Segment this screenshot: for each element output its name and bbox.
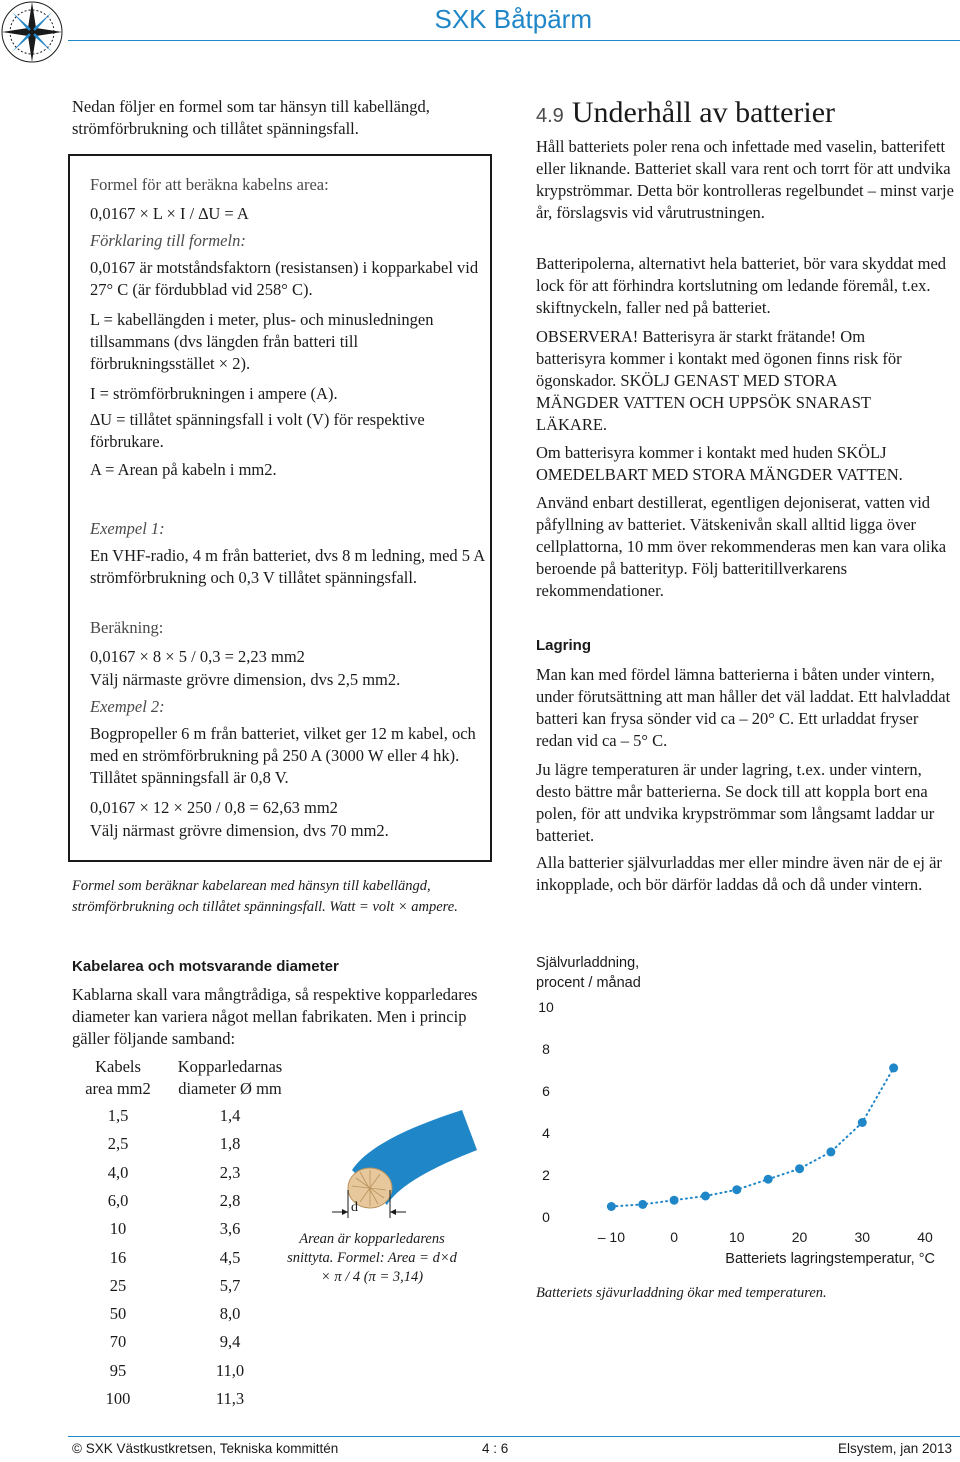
col2-header-line1: Kopparledarnas (177, 1057, 283, 1076)
self-discharge-chart (520, 995, 960, 1275)
col2-header (166, 1056, 294, 1100)
footer-rule (68, 1436, 960, 1437)
example1-text: En VHF-radio, 4 m från batteriet, dvs 8 m ledning, med 5 A strömförbrukning och 0,3 V tillåtet spänningsfall. (90, 546, 485, 587)
table-row (72, 1133, 312, 1155)
y-tick-label: 2 (542, 1167, 550, 1183)
area-cell: 100 (105, 1389, 131, 1408)
maint-p5: Använd enbart destillerat, egentligen dejoniserat, vatten vid påfyllning av batteriet. Vätskenivån skall alltid ligga över cellplattorna, 10 mm över rekommenderas men kan vara olika beroende på batterityp. Följ batteritillverkarens rekommendationer. (536, 493, 947, 600)
col2-header-line2: diameter Ø mm (178, 1079, 282, 1098)
table-row (72, 1162, 312, 1184)
explain-item-voltage: ∆U = tillåtet spänningsfall i volt (V) för respektive förbrukare. (90, 410, 425, 451)
table-row (72, 1303, 312, 1325)
data-point (858, 1118, 867, 1127)
area-cell: 50 (109, 1304, 127, 1324)
example2-text: Bogpropeller 6 m från batteriet, vilket ger 12 m kabel, och med en strömförbrukning på 250 A (3000 W eller 4 hk). Tillåtet spänningsfall är 0,8 V. (90, 724, 476, 787)
explain-item-area: A = Arean på kabeln i mm2. (90, 460, 277, 479)
calc1-line1: 0,0167 × 8 × 5 / 0,3 = 2,23 mm2 (90, 647, 305, 666)
brand-title: SXK Båtpärm (434, 4, 592, 34)
calc1-line2: Välj närmaste grövre dimension, dvs 2,5 mm2. (90, 670, 401, 689)
chart-ylabel (536, 953, 641, 993)
area-cell: 1,5 (107, 1106, 129, 1125)
x-tick-label: 0 (670, 1229, 678, 1245)
data-point (889, 1063, 898, 1072)
chart-caption: Batteriets sjävurladdning ökar med temperaturen. (536, 1285, 827, 1301)
area-cell: 95 (109, 1360, 127, 1380)
x-tick-label: 20 (791, 1229, 808, 1245)
table-row (72, 1105, 312, 1127)
explain-heading: Förklaring till formeln: (90, 231, 246, 250)
footer-date: Elsystem, jan 2013 (837, 1441, 952, 1456)
data-point (638, 1200, 647, 1209)
area-cell: 16 (109, 1247, 127, 1267)
col1-header (72, 1056, 164, 1100)
diameter-cell: 11,3 (215, 1389, 245, 1408)
area-cell: 4,0 (107, 1162, 129, 1182)
cable-heading: Kabelarea och motsvarande diameter (72, 958, 339, 975)
wire-caption: Arean är kopparledarens snittyta. Formel: Area = d×d × π / 4 (π = 3,14) (287, 1231, 457, 1285)
intro-text: Nedan följer en formel som tar hänsyn till kabellängd, strömförbrukning och tillåtet spänningsfall. (72, 97, 430, 138)
table-row (72, 1218, 312, 1240)
calc-heading: Beräkning: (90, 618, 164, 637)
diameter-cell: 5,7 (219, 1275, 241, 1295)
x-tick-label: – 10 (597, 1229, 625, 1245)
maint-p4: Om batterisyra kommer i kontakt med huden SKÖLJ OMEDELBART MED STORA MÄNGDER VATTEN. (536, 443, 903, 484)
diameter-cell: 11,0 (215, 1360, 245, 1380)
diameter-cell: 2,8 (219, 1190, 241, 1210)
y-tick-label: 6 (542, 1083, 550, 1099)
wire-illustration (312, 1100, 482, 1225)
chart-ylabel-line1: Självurladdning, (536, 955, 640, 971)
col1-header-line2: area mm2 (85, 1079, 151, 1098)
area-cell: 6,0 (107, 1190, 129, 1210)
diameter-cell: 3,6 (219, 1219, 241, 1239)
maint-p2: Batteripolerna, alternativt hela batteriet, bör vara skyddat med lock för att förhindra kortslutning om ledande föremål, t.ex. skiftnyckeln, faller ned på batteriet. (536, 254, 947, 317)
compass-rose-logo (0, 0, 64, 64)
explain-item-factor: 0,0167 är motståndsfaktorn (resistansen) i kopparkabel vid 27° C (är fördubblad vid 258° C). (90, 258, 479, 299)
explain-item-length: L = kabellängden i meter, plus- och minusledningen tillsammans (dvs längden från batteri till förbrukningsstället × 2). (90, 310, 434, 373)
area-cell: 70 (109, 1332, 127, 1352)
example1-heading: Exempel 1: (90, 519, 165, 538)
storage-p3: Alla batterier självurladdas mer eller mindre även när de ej är inkopplade, och bör därför laddas då och då under vintern. (536, 853, 942, 894)
diameter-cell: 1,4 (219, 1106, 241, 1125)
footer-page: 4 : 6 (482, 1441, 509, 1456)
series-line (611, 1068, 893, 1207)
data-point (732, 1185, 741, 1194)
wire-diameter-label: d (351, 1200, 358, 1215)
data-point (826, 1147, 835, 1156)
diameter-cell: 9,4 (219, 1332, 241, 1352)
footer-copyright: © SXK Västkustkretsen, Tekniska kommittén (72, 1441, 339, 1456)
diameter-cell: 4,5 (219, 1247, 241, 1267)
y-tick-label: 8 (542, 1041, 550, 1057)
data-point (670, 1196, 679, 1205)
cable-text: Kablarna skall vara mångtrådiga, så respektive kopparledares diameter kan variera något mellan fabrikaten. Men i princip gäller följande samband: (72, 985, 478, 1048)
table-row (72, 1275, 312, 1297)
formula: 0,0167 × L × I / ∆U = A (90, 204, 249, 223)
maint-p3-warning: OBSERVERA! Batterisyra är starkt frätande! Om batterisyra kommer i kontakt med ögonen finns risk för ögonskador. SKÖLJ GENAST MED STORA MÄNGDER VATTEN OCH UPPSÖK SNARAST LÄKARE. (536, 327, 902, 434)
example2-heading: Exempel 2: (90, 697, 165, 716)
y-tick-label: 0 (542, 1209, 550, 1225)
table-row (72, 1388, 312, 1410)
table-row (72, 1331, 312, 1353)
formula-title: Formel för att beräkna kabelns area: (90, 175, 329, 194)
diameter-cell: 2,3 (219, 1162, 241, 1182)
col1-header-line1: Kabels (95, 1057, 141, 1076)
data-point (795, 1164, 804, 1173)
section-header (536, 96, 835, 130)
data-point (764, 1175, 773, 1184)
x-tick-label: 10 (729, 1229, 745, 1245)
calc2-line2: Välj närmast grövre dimension, dvs 70 mm2. (90, 821, 389, 840)
section-number: 4.9 (536, 105, 564, 127)
data-point (701, 1192, 710, 1201)
y-tick-label: 10 (538, 999, 554, 1015)
table-row (72, 1360, 312, 1382)
storage-p2: Ju lägre temperaturen är under lagring, t.ex. under vintern, desto bättre mår batterierna. Se dock till att koppla bort ena polen, för att undvika krypströmmar som långsamt laddar ur batteriet. (536, 760, 935, 845)
calc2-line1: 0,0167 × 12 × 250 / 0,8 = 62,63 mm2 (90, 798, 338, 817)
maint-p1: Håll batteriets poler rena och infettade med vaselin, batterifett eller liknande. Batteriet skall vara rent och torrt för att undvika krypströmmar. Detta bör kontrolleras regelbundet – minst varje år, förslagsvis vid vårutrustningen. (536, 137, 954, 222)
area-cell: 2,5 (107, 1134, 129, 1154)
storage-heading: Lagring (536, 637, 591, 654)
x-axis-label: Batteriets lagringstemperatur, °C (725, 1251, 935, 1267)
table-row (72, 1190, 312, 1212)
storage-p1: Man kan med fördel lämna batterierna i båten under vintern, under förutsättning att man håller det väl laddat. Ett halvladdat batteri kan frysa sönder vid ca – 20° C. Ett urladdat fryser redan vid ca – 5° C. (536, 665, 951, 750)
area-cell: 25 (109, 1275, 127, 1295)
x-tick-label: 40 (917, 1229, 933, 1245)
box-caption: Formel som beräknar kabelarean med hänsyn till kabellängd, strömförbrukning och tillåtet spänningsfall. Watt = volt × ampere. (72, 878, 458, 915)
area-cell: 10 (109, 1219, 127, 1239)
data-point (607, 1202, 616, 1211)
header-rule (68, 40, 960, 41)
explain-item-current: I = strömförbrukningen i ampere (A). (90, 384, 338, 403)
y-tick-label: 4 (542, 1125, 550, 1141)
diameter-cell: 8,0 (219, 1304, 241, 1324)
diameter-cell: 1,8 (219, 1134, 241, 1154)
x-tick-label: 30 (854, 1229, 871, 1245)
section-title: Underhåll av batterier (571, 96, 836, 129)
chart-ylabel-line2: procent / månad (536, 975, 641, 991)
table-row (72, 1247, 312, 1269)
